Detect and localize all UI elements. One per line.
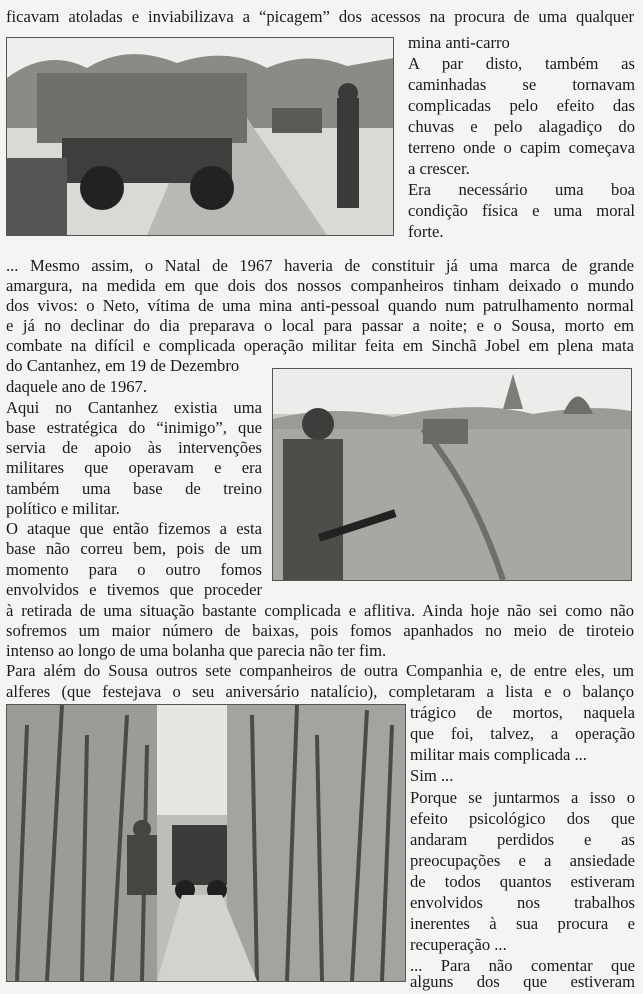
text-line: que foi, talvez, a operação xyxy=(410,724,635,743)
text-line: Porque se juntarmos a isso o xyxy=(410,788,635,807)
text-line: a crescer. xyxy=(408,159,470,178)
text-line: envolvidos e tivemos que proceder xyxy=(6,580,262,599)
text-line: mina anti-carro xyxy=(408,33,510,52)
text-line: complicadas pelo efeito das xyxy=(408,96,635,115)
text-line: Era necessário uma boa xyxy=(408,180,635,199)
text-line: servia de apoio às intervenções xyxy=(6,438,262,457)
text-line: trágico de mortos, naquela xyxy=(410,703,635,722)
text-line: do Cantanhez, em 19 de Dezembro xyxy=(6,356,240,375)
text-line: caminhadas se tornavam xyxy=(408,75,635,94)
text-line: Para além do Sousa outros sete companheiros de outra Companhia e, de entre eles, um xyxy=(6,661,634,680)
photo-soldier-grassland xyxy=(272,368,632,581)
text-line: inerentes à sua procura e xyxy=(410,914,635,933)
text-line: de todos quantos estiveram xyxy=(410,872,635,891)
text-line: combate na difícil e complicada operação militar feita em Sinchã Jobel em plena mata xyxy=(6,336,634,355)
text-line: alferes (que festejava o seu aniversário natalício), completaram a lista e o balanço xyxy=(6,682,634,701)
text-line: dos vivos: o Neto, vítima de uma mina anti-pessoal quando num patrulhamento normal xyxy=(6,296,634,315)
text-line: O ataque que então fizemos a esta xyxy=(6,519,262,538)
text-line: sofremos um maior número de baixas, pois fomos apanhados no meio de tiroteio xyxy=(6,621,634,640)
text-line: recuperação ... xyxy=(410,935,507,954)
text-line: preocupações e a ansiedade xyxy=(410,851,635,870)
text-line: e já no declinar do dia preparava o local para passar a noite; e o Sousa, morto em xyxy=(6,316,634,335)
text-line: chuvas e pelo alagadiço do xyxy=(408,117,635,136)
text-line: alguns dos que estiveram xyxy=(410,972,635,991)
text-line: ... Mesmo assim, o Natal de 1967 haveria de constituir já uma marca de grande xyxy=(6,256,634,275)
text-line: político e militar. xyxy=(6,499,120,518)
text-line: terreno onde o capim começava xyxy=(408,138,635,157)
text-line: também uma base de treino xyxy=(6,479,262,498)
text-line: forte. xyxy=(408,222,444,241)
text-line: efeito psicológico dos que xyxy=(410,809,635,828)
text-line: base não correu bem, pois de um xyxy=(6,539,262,558)
text-line: Sim ... xyxy=(410,766,454,785)
text-line: militar mais complicada ... xyxy=(410,745,587,764)
photo-vehicle-maize-field xyxy=(6,704,406,982)
photo-truck-muddy-road xyxy=(6,37,394,236)
text-line: amargura, na medida em que dois dos nossos companheiros tinham deixado o mundo xyxy=(6,276,634,295)
text-line: daquele ano de 1967. xyxy=(6,377,147,396)
text-line: à retirada de uma situação bastante complicada e aflitiva. Ainda hoje não sei como não xyxy=(6,601,634,620)
text-line: militares que operavam e era xyxy=(6,458,262,477)
text-line: ficavam atoladas e inviabilizava a “picagem” dos acessos na procura de uma qualquer xyxy=(6,7,634,26)
text-line: condição física e uma moral xyxy=(408,201,635,220)
text-line: andaram perdidos e as xyxy=(410,830,635,849)
text-line: envolvidos nos trabalhos xyxy=(410,893,635,912)
text-line: ... Para não comentar que xyxy=(410,956,635,975)
text-line: Aqui no Cantanhez existia uma xyxy=(6,398,262,417)
text-line: intenso ao longo de uma bolanha que parecia não ter fim. xyxy=(6,641,387,660)
text-line: momento para o outro fomos xyxy=(6,560,262,579)
text-line: A par disto, também as xyxy=(408,54,635,73)
text-line: base estratégica do “inimigo”, que xyxy=(6,418,262,437)
